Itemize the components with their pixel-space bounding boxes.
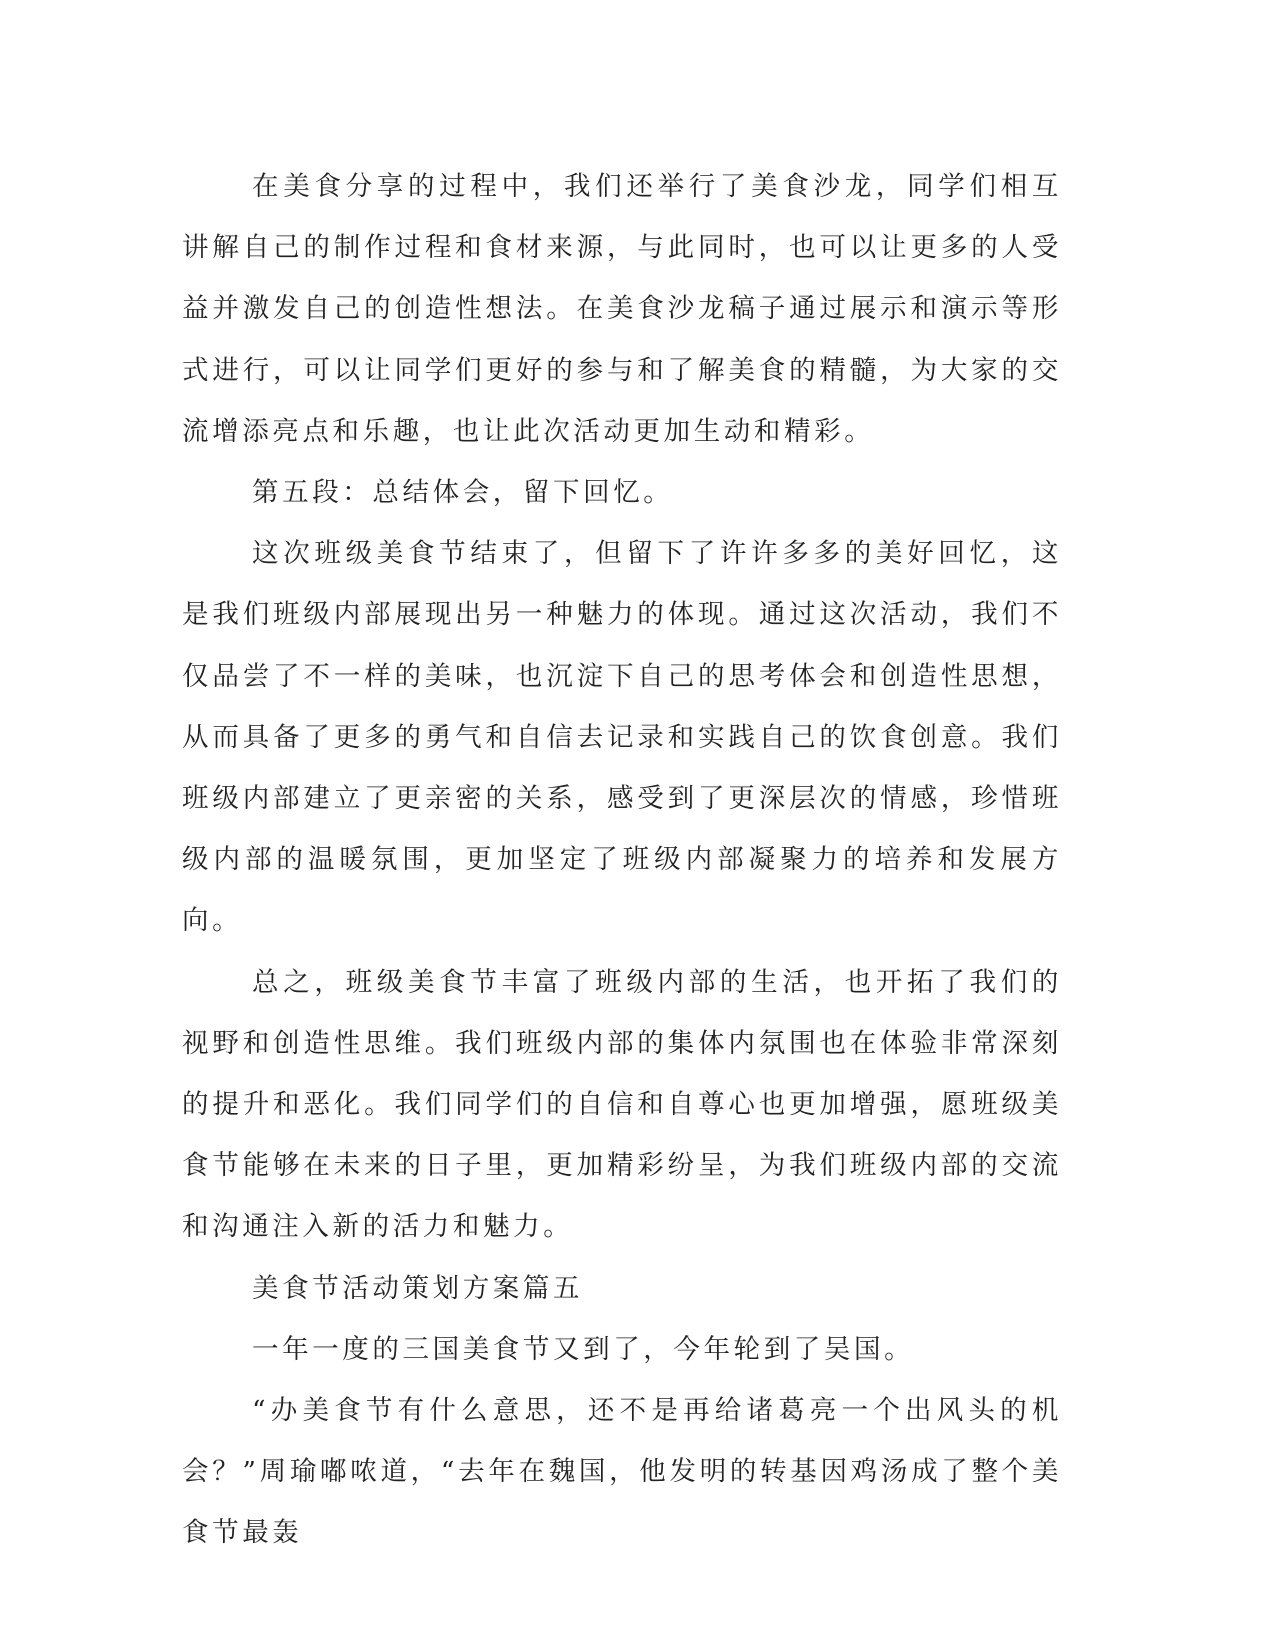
section-heading-plan-five: 美食节活动策划方案篇五 [252,1272,584,1304]
paragraph-conclusion: 总之，班级美食节丰富了班级内部的生活，也开拓了我们的视野和创造性思维。我们班级内部的集体内氛围也在体验非常深刻的提升和恶化。我们同学们的自信和自尊心也更加增强，愿班级美食节能够在未来的日子里，更加精彩纷呈，为我们班级内部的交流和沟通注入新的活力和魅力。 [182,966,1062,1243]
paragraph-zhou-yu-quote: “办美食节有什么意思，还不是再给诸葛亮一个出风头的机会？”周瑜嘟哝道，“去年在魏国，他发明的转基因鸡汤成了整个美食节最轰 [182,1395,1062,1549]
section-heading-part-five: 第五段：总结体会，留下回忆。 [252,477,674,509]
paragraph-food-salon: 在美食分享的过程中，我们还举行了美食沙龙，同学们相互讲解自己的制作过程和食材来源，与此同时，也可以让更多的人受益并激发自己的创造性想法。在美食沙龙稿子通过展示和演示等形式进行，可以让同学们更好的参与和了解美食的精髓，为大家的交流增添亮点和乐趣，也让此次活动更加生动和精彩。 [182,171,1062,447]
document-body [182,156,1062,1564]
paragraph-three-kingdoms-intro: 一年一度的三国美食节又到了，今年轮到了吴国。 [252,1333,915,1365]
paragraph-memories: 这次班级美食节结束了，但留下了许许多多的美好回忆，这是我们班级内部展现出另一种魅力的体现。通过这次活动，我们不仅品尝了不一样的美味，也沉淀下自己的思考体会和创造性思想，从而具备了更多的勇气和自信去记录和实践自己的饮食创意。我们班级内部建立了更亲密的关系，感受到了更深层次的情感，珍惜班级内部的温暖氛围，更加坚定了班级内部凝聚力的培养和发展方向。 [182,538,1062,937]
